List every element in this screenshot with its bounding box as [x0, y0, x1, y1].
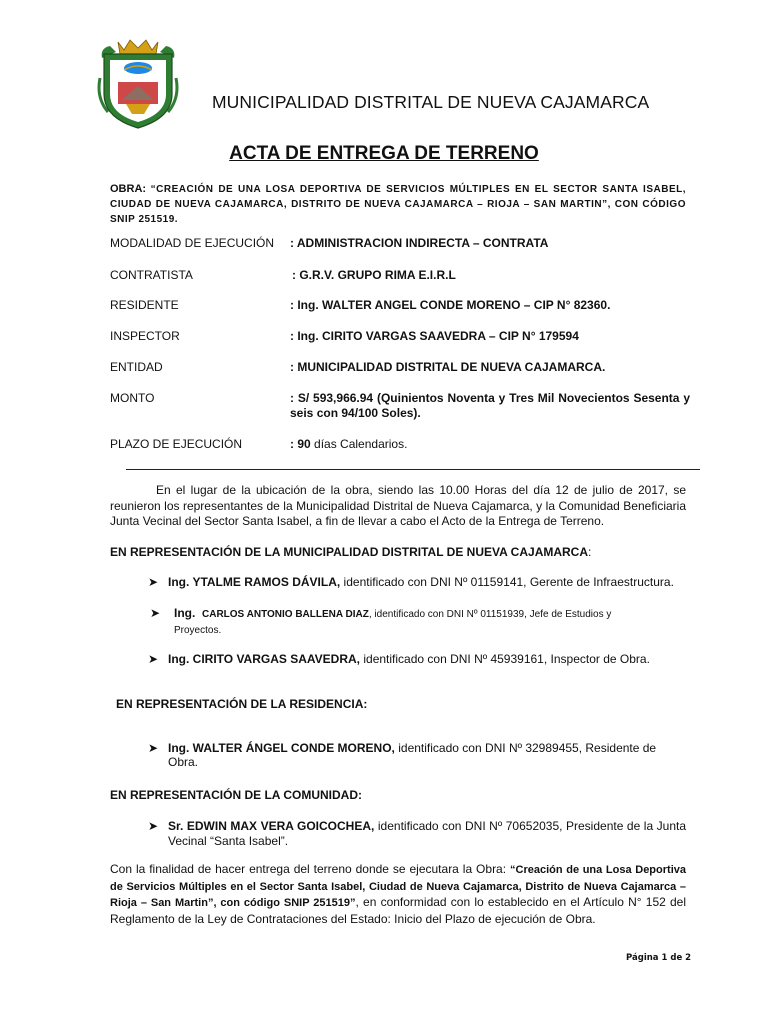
closing-lead: Con la finalidad de hacer entrega del terreno donde se ejecutara la Obra:: [110, 862, 510, 876]
municipality-name: MUNICIPALIDAD DISTRITAL DE NUEVA CAJAMARCA: [212, 92, 650, 112]
person-name: Ing. CIRITO VARGAS SAAVEDRA,: [168, 652, 361, 666]
field-label: CONTRATISTA: [110, 268, 193, 282]
section-heading-comunidad: EN REPRESENTACIÓN DE LA COMUNIDAD:: [110, 788, 363, 802]
field-value: : Ing. WALTER ANGEL CONDE MORENO – CIP N° 82360.: [290, 298, 611, 312]
person-detail: , identificado con DNI Nº 01151939, Jefe de Estudios y Proyectos.: [174, 609, 612, 636]
field-value: : MUNICIPALIDAD DISTRITAL DE NUEVA CAJAMARCA.: [290, 360, 606, 374]
person-detail: identificado con DNI Nº 32989455, Residente de Obra.: [168, 741, 657, 769]
closing-rest: , en conformidad con lo establecido en el Artículo N° 152 del Reglamento de la Ley de Contrataciones del Estado: Inicio del Plazo de ejecución de Obra.: [110, 895, 686, 926]
arrow-bullet-icon: ➤: [148, 575, 159, 589]
field-label: INSPECTOR: [110, 329, 180, 343]
field-label: MONTO: [110, 391, 155, 405]
section-heading-municipalidad: [110, 545, 591, 559]
person-name: Ing. YTALME RAMOS DÁVILA,: [168, 575, 341, 589]
field-label: MODALIDAD DE EJECUCIÓN: [110, 236, 275, 250]
arrow-bullet-icon: ➤: [148, 819, 159, 833]
section-heading-text: EN REPRESENTACIÓN DE LA MUNICIPALIDAD DISTRITAL DE NUEVA CAJAMARCA: [110, 545, 589, 559]
arrow-bullet-icon: ➤: [150, 606, 161, 620]
closing-obra-name: “Creación de una Losa Deportiva de Servicios Múltiples en el Sector Santa Isabel, Ciudad de Nueva Cajamarca, Distrito de Nueva Cajamarca – Rioja – San Martin”, con código SNIP 251519”: [110, 864, 686, 909]
field-value: : G.R.V. GRUPO RIMA E.I.R.L: [292, 268, 456, 282]
person-detail: identificado con DNI Nº 01159141, Gerente de Infraestructura.: [340, 575, 674, 589]
field-label: PLAZO DE EJECUCIÓN: [110, 437, 243, 451]
person-name: CARLOS ANTONIO BALLENA DIAZ: [202, 609, 369, 620]
divider-line: [126, 469, 700, 470]
field-value: : Ing. CIRITO VARGAS SAAVEDRA – CIP N° 179594: [290, 329, 579, 343]
document-title: ACTA DE ENTREGA DE TERRENO: [229, 143, 539, 164]
intro-paragraph: En el lugar de la ubicación de la obra, siendo las 10.00 Horas del día 12 de julio de 2017, se reunieron los representantes de la Municipalidad Distrital de Nueva Cajamarca, y la Comunidad Beneficiaria Junta Vecinal del Sector Santa Isabel, a fin de llevar a cabo el Acto de la Entrega de Terreno.: [110, 483, 686, 528]
field-value: [290, 437, 690, 452]
field-value-rest: días Calendarios.: [310, 437, 408, 451]
person-detail: identificado con DNI Nº 70652035, Presidente de la Junta Vecinal “Santa Isabel”.: [168, 819, 687, 848]
municipal-crest-logo: [96, 38, 180, 130]
field-value-bold: : 90: [290, 437, 311, 451]
arrow-bullet-icon: ➤: [148, 652, 159, 666]
arrow-bullet-icon: ➤: [148, 741, 159, 755]
page-number: Página 1 de 2: [626, 953, 692, 963]
section-heading-suffix: :: [588, 545, 592, 559]
field-label: ENTIDAD: [110, 360, 163, 374]
section-heading-residencia: EN REPRESENTACIÓN DE LA RESIDENCIA:: [116, 697, 368, 711]
person-prefix: Ing.: [174, 606, 196, 620]
obra-text: “CREACIÓN DE UNA LOSA DEPORTIVA DE SERVICIOS MÚLTIPLES EN EL SECTOR SANTA ISABEL, CIUDAD DE NUEVA CAJAMARCA, DISTRITO DE NUEVA CAJAMARCA – RIOJA – SAN MARTIN”, CON CÓDIGO SNIP 251519.: [110, 184, 687, 225]
person-detail: identificado con DNI Nº 45939161, Inspector de Obra.: [360, 652, 650, 666]
person-name: Ing. WALTER ÁNGEL CONDE MORENO,: [168, 741, 395, 755]
field-label: RESIDENTE: [110, 298, 179, 312]
obra-description: [110, 182, 686, 227]
obra-label: OBRA:: [110, 183, 147, 195]
field-value: : ADMINISTRACION INDIRECTA – CONTRATA: [290, 236, 549, 250]
closing-paragraph: [110, 862, 686, 927]
person-name: Sr. EDWIN MAX VERA GOICOCHEA,: [168, 819, 375, 833]
field-value: : S/ 593,966.94 (Quinientos Noventa y Tres Mil Novecientos Sesenta y seis con 94/100 Soles).: [290, 391, 690, 420]
